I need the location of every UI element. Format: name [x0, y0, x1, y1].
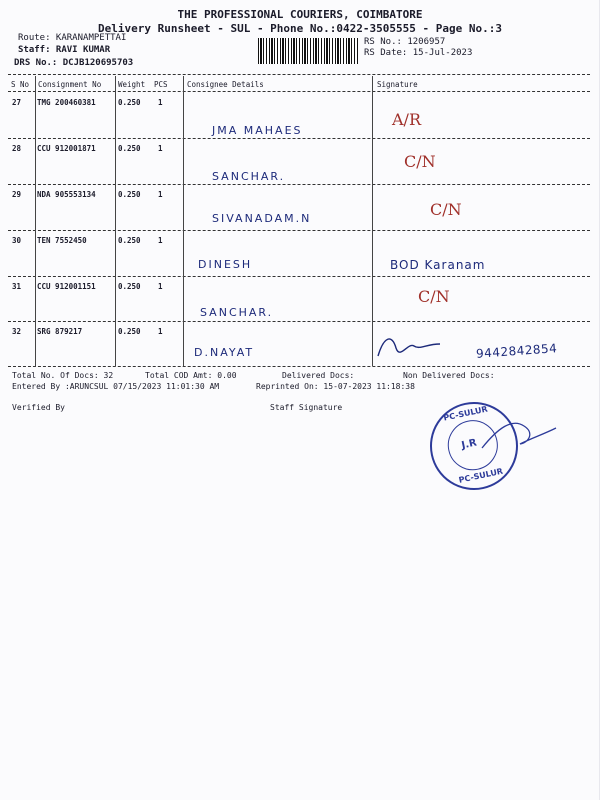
- table-top-rule: [8, 74, 590, 75]
- reprinted-on: Reprinted On: 15-07-2023 11:18:38: [256, 382, 415, 391]
- drs-number: DRS No.: DCJB120695703: [14, 58, 134, 68]
- staff-signature-scrawl: [478, 408, 558, 464]
- signature-mark: BOD Karanam: [390, 258, 486, 272]
- row-sno: 29: [12, 190, 22, 199]
- col-header-consignment: Consignment No: [38, 80, 102, 89]
- stamp-bottom-text: PC-SULUR: [457, 466, 504, 485]
- row-divider: [8, 276, 590, 277]
- column-divider: [183, 76, 184, 366]
- column-divider: [115, 76, 116, 366]
- row-divider: [8, 184, 590, 185]
- signature-scrawl: [374, 330, 444, 362]
- consignee-handwriting: SIVANADAM.N: [212, 212, 312, 225]
- row-sno: 30: [12, 236, 22, 245]
- entered-by: Entered By :ARUNCSUL 07/15/2023 11:01:30 AM: [12, 382, 220, 391]
- rs-number: RS No.: 1206957: [364, 37, 446, 47]
- col-header-weight: Weight: [118, 80, 146, 89]
- row-pcs: 1: [158, 282, 163, 291]
- row-divider: [8, 138, 590, 139]
- staff-signature-label: Staff Signature: [270, 403, 343, 412]
- consignee-handwriting: D.NAYAT: [194, 346, 255, 359]
- stamp-top-text: PC-SULUR: [442, 404, 489, 423]
- row-sno: 27: [12, 98, 22, 107]
- total-cod: Total COD Amt: 0.00: [145, 371, 237, 380]
- signature-mark: C/N: [418, 287, 450, 306]
- consignee-handwriting: SANCHAR.: [200, 306, 274, 319]
- row-consignment: TEN 7552450: [37, 236, 87, 245]
- col-header-pcs: PCS: [154, 80, 168, 89]
- col-header-signature: Signature: [377, 80, 418, 89]
- row-consignment: CCU 912001151: [37, 282, 96, 291]
- staff-label: Staff: RAVI KUMAR: [18, 45, 111, 55]
- row-pcs: 1: [158, 190, 163, 199]
- table-bottom-rule: [8, 366, 590, 367]
- signature-phone: 9442842854: [475, 341, 558, 361]
- col-header-sno: S No: [11, 80, 30, 89]
- row-consignment: TMG 200460381: [37, 98, 96, 107]
- row-sno: 31: [12, 282, 22, 291]
- row-consignment: NDA 905553134: [37, 190, 96, 199]
- verified-by: Verified By: [12, 403, 65, 412]
- route-label: Route: KARANAMPETTAI: [18, 33, 127, 43]
- delivered-docs: Delivered Docs:: [282, 371, 355, 380]
- row-sno: 28: [12, 144, 22, 153]
- non-delivered-docs: Non Delivered Docs:: [403, 371, 495, 380]
- signature-mark: A/R: [392, 110, 421, 129]
- row-pcs: 1: [158, 236, 163, 245]
- row-pcs: 1: [158, 144, 163, 153]
- row-sno: 32: [12, 327, 22, 336]
- runsheet-subtitle: Delivery Runsheet - SUL - Phone No.:0422-3505555 - Page No.:3: [98, 22, 502, 35]
- barcode: [258, 38, 358, 64]
- table-header-rule: [8, 91, 590, 92]
- row-weight: 0.250: [118, 236, 141, 245]
- row-weight: 0.250: [118, 144, 141, 153]
- row-weight: 0.250: [118, 98, 141, 107]
- row-pcs: 1: [158, 98, 163, 107]
- company-title: THE PROFESSIONAL COURIERS, COIMBATORE: [177, 8, 423, 21]
- row-weight: 0.250: [118, 190, 141, 199]
- rs-date: RS Date: 15-Jul-2023: [364, 48, 473, 58]
- signature-mark: C/N: [404, 152, 436, 171]
- row-divider: [8, 230, 590, 231]
- row-weight: 0.250: [118, 327, 141, 336]
- stamp-middle-text: J.R: [460, 437, 478, 452]
- total-docs: Total No. Of Docs: 32: [12, 371, 114, 380]
- row-divider: [8, 321, 590, 322]
- signature-mark: C/N: [430, 200, 462, 219]
- row-consignment: SRG 879217: [37, 327, 83, 336]
- consignee-handwriting: SANCHAR.: [212, 170, 286, 183]
- col-header-consignee: Consignee Details: [187, 80, 264, 89]
- column-divider: [35, 76, 36, 366]
- column-divider: [372, 76, 373, 366]
- consignee-handwriting: JMA MAHAES: [212, 124, 303, 137]
- row-weight: 0.250: [118, 282, 141, 291]
- consignee-handwriting: DINESH: [198, 258, 253, 271]
- row-consignment: CCU 912001871: [37, 144, 96, 153]
- row-pcs: 1: [158, 327, 163, 336]
